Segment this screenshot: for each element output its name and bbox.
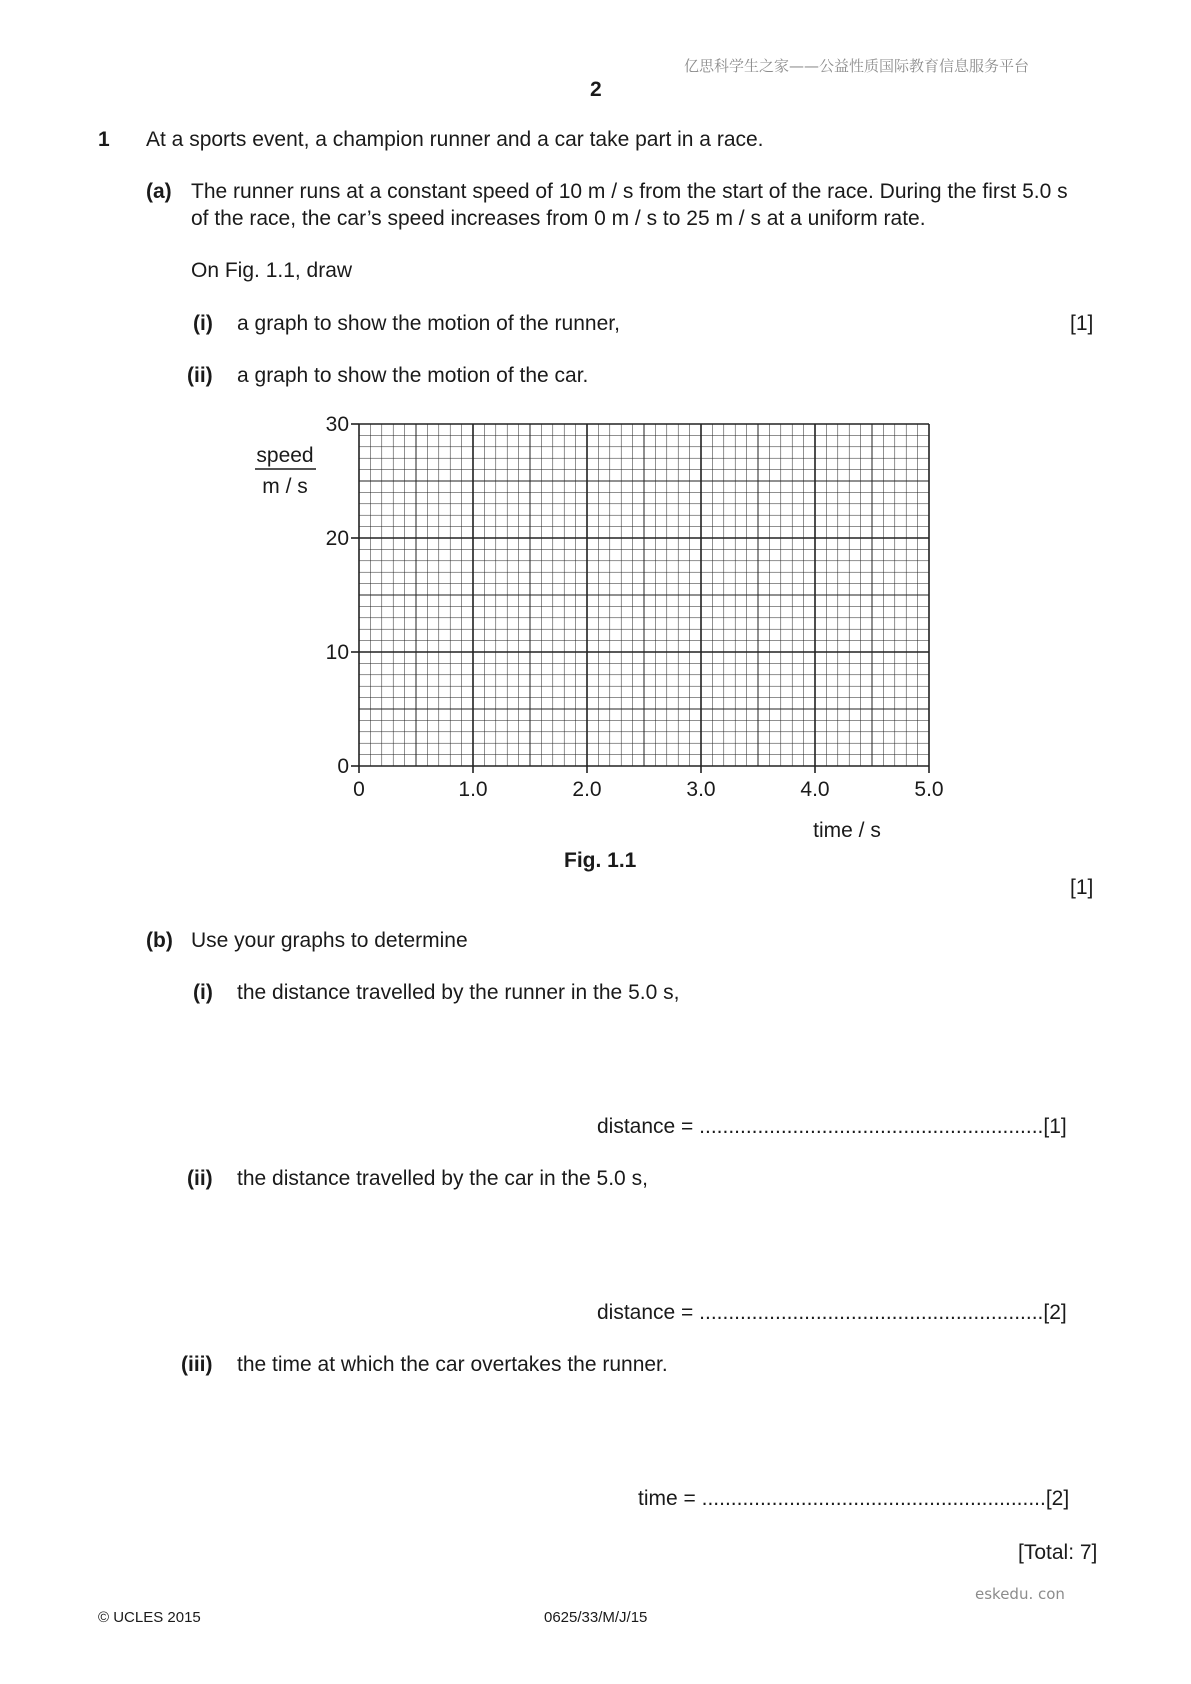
page-number: 2 xyxy=(590,78,602,101)
part-b-ii-answer-line[interactable]: distance = ...........................................................[2] xyxy=(597,1301,1067,1324)
part-a-text-line2: of the race, the car’s speed increases from 0 m / s to 25 m / s at a uniform rate. xyxy=(191,207,926,230)
x-tick-label: 5.0 xyxy=(914,778,944,801)
part-a-ii-marks: [1] xyxy=(1070,876,1094,899)
y-axis-label-unit: m / s xyxy=(262,475,308,498)
y-axis-label-quantity: speed xyxy=(256,444,314,467)
part-b-i-label: (i) xyxy=(193,981,213,1004)
figure-caption: Fig. 1.1 xyxy=(564,849,637,872)
y-tick-label: 20 xyxy=(325,527,349,550)
part-a-ii-text: a graph to show the motion of the car. xyxy=(237,364,589,387)
part-b-label: (b) xyxy=(146,929,173,952)
part-b-ii-text: the distance travelled by the car in the 5.0 s, xyxy=(237,1167,648,1190)
question-number: 1 xyxy=(98,128,110,151)
axis-ticks xyxy=(351,424,929,773)
x-axis-label: time / s xyxy=(813,819,881,842)
part-b-i-text: the distance travelled by the runner in the 5.0 s, xyxy=(237,981,680,1004)
total-marks: [Total: 7] xyxy=(1018,1541,1098,1564)
part-a-i-marks: [1] xyxy=(1070,312,1094,335)
y-tick-labels xyxy=(326,413,349,778)
footer-code: 0625/33/M/J/15 xyxy=(544,1609,648,1626)
part-b-ii-label: (ii) xyxy=(187,1167,213,1190)
x-tick-label: 0 xyxy=(353,778,365,801)
question-intro: At a sports event, a champion runner and a car take part in a race. xyxy=(146,128,764,151)
x-tick-labels xyxy=(353,778,943,801)
part-a-i-label: (i) xyxy=(193,312,213,335)
part-a-text-line1: The runner runs at a constant speed of 10 m / s from the start of the race. During the first 5.0 s xyxy=(191,180,1068,203)
header-watermark: 亿思科学生之家——公益性质国际教育信息服务平台 xyxy=(684,57,1030,75)
part-b-iii-label: (iii) xyxy=(181,1353,213,1376)
x-tick-label: 1.0 xyxy=(458,778,488,801)
x-tick-label: 4.0 xyxy=(800,778,830,801)
speed-time-graph[interactable] xyxy=(230,405,950,845)
part-a-instruction: On Fig. 1.1, draw xyxy=(191,259,353,282)
x-tick-label: 3.0 xyxy=(686,778,716,801)
part-b-text: Use your graphs to determine xyxy=(191,929,468,952)
part-b-iii-text: the time at which the car overtakes the runner. xyxy=(237,1353,668,1376)
part-b-iii-answer-line[interactable]: time = ...........................................................[2] xyxy=(638,1487,1070,1510)
part-b-i-answer-line[interactable]: distance = ...........................................................[1] xyxy=(597,1115,1067,1138)
part-a-label: (a) xyxy=(146,180,172,203)
y-tick-label: 10 xyxy=(325,641,349,664)
footer-watermark: eskedu. con xyxy=(975,1585,1065,1603)
part-a-ii-label: (ii) xyxy=(187,364,213,387)
y-tick-label: 30 xyxy=(325,413,349,436)
minor-grid xyxy=(359,424,929,766)
footer-copyright: © UCLES 2015 xyxy=(98,1609,201,1626)
x-tick-label: 2.0 xyxy=(572,778,602,801)
y-tick-label: 0 xyxy=(337,755,349,778)
part-a-i-text: a graph to show the motion of the runner, xyxy=(237,312,620,335)
